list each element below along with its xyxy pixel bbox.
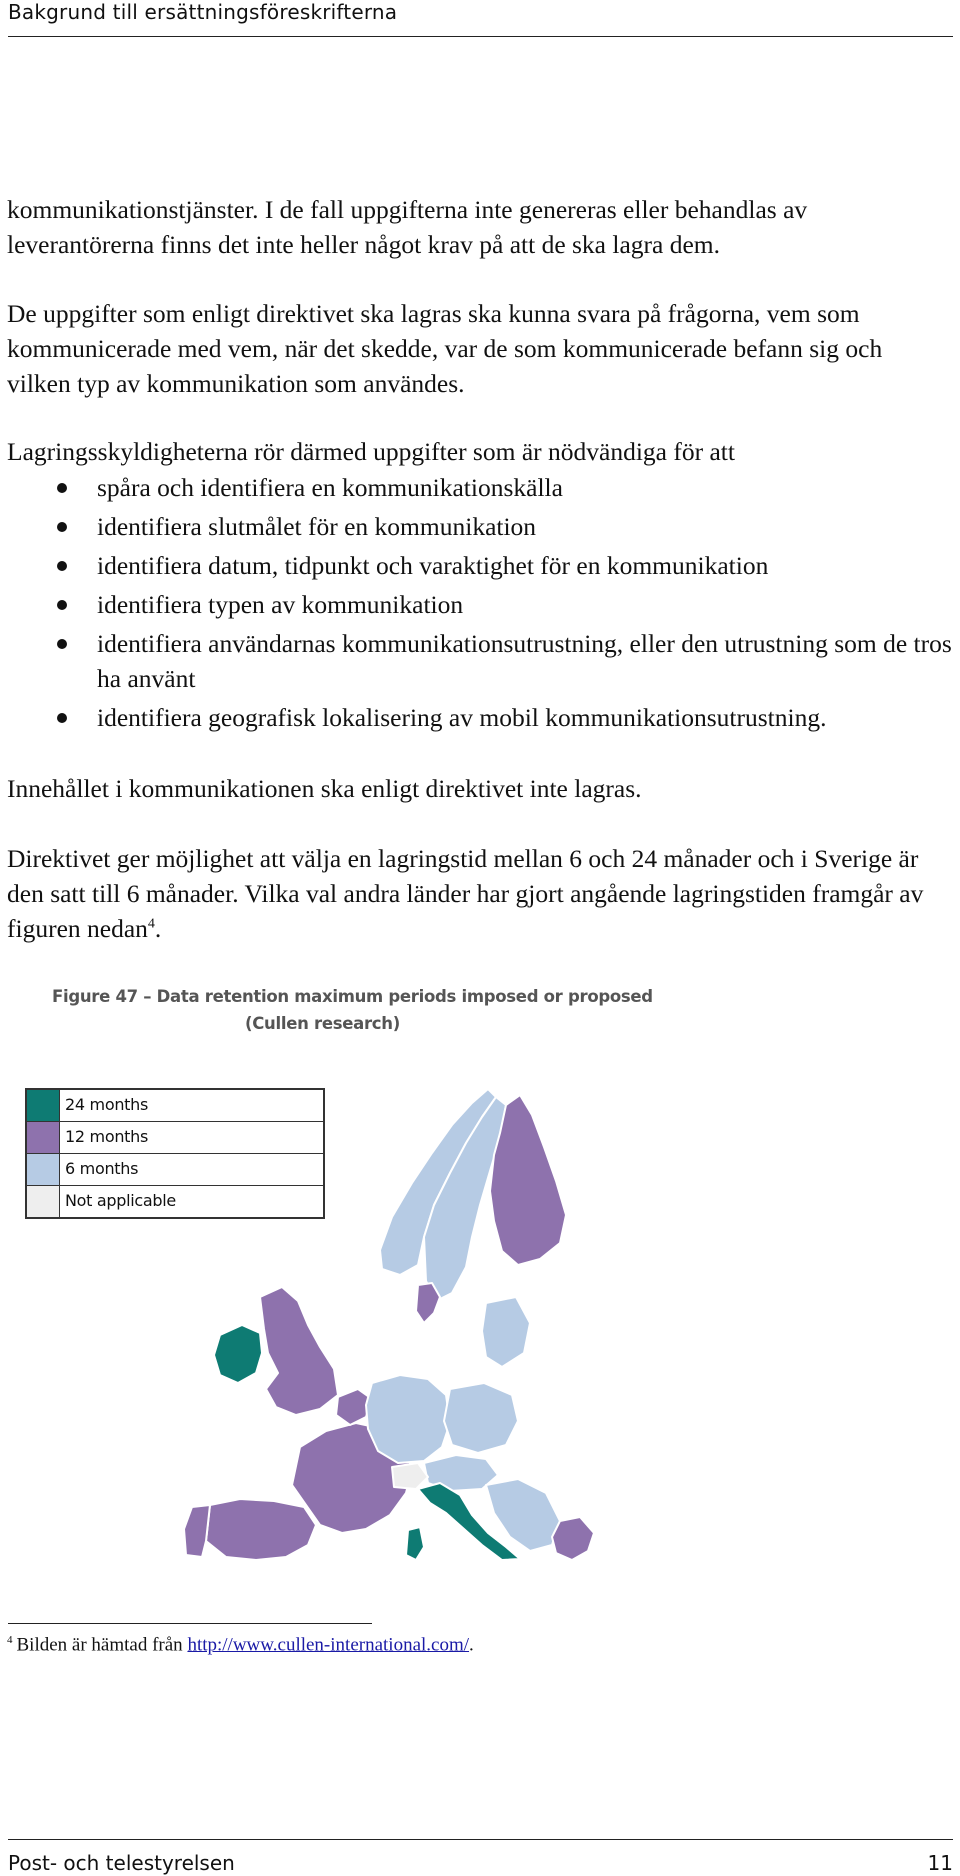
legend-swatch <box>27 1090 60 1121</box>
footnote-link[interactable]: http://www.cullen-international.com/ <box>187 1634 470 1656</box>
legend-item: 6 months <box>27 1154 323 1186</box>
map-region-sardinia <box>406 1527 424 1560</box>
footnote: $^4$ Bilden är hämtad från http://www.cullen-international.com/. <box>7 1634 474 1656</box>
list-item: identifiera användarnas kommunikationsutrustning, eller den utrustning som de tros ha använt <box>7 626 952 696</box>
paragraph-4: Innehållet i kommunikationen ska enligt direktivet inte lagras. <box>7 774 642 803</box>
bullet-dot <box>57 561 67 571</box>
map-region-denmark <box>416 1283 440 1323</box>
figure-subtitle: (Cullen research) <box>245 1014 400 1033</box>
legend-item: 12 months <box>27 1122 323 1154</box>
bullet-dot <box>57 639 67 649</box>
bullet-list <box>7 470 952 735</box>
bullet-dot <box>57 713 67 723</box>
map-region-switzerland <box>392 1463 428 1489</box>
paragraph-1: kommunikationstjänster. I de fall uppgifterna inte genereras eller behandlas av leverantörerna finns det inte heller något krav på att de ska lagra dem. <box>7 195 808 259</box>
page-header <box>8 0 953 37</box>
legend-item: Not applicable <box>27 1186 323 1217</box>
list-item: identifiera slutmålet för en kommunikation <box>7 509 952 544</box>
header-title: Bakgrund till ersättningsföreskrifterna <box>8 0 398 24</box>
paragraph-5: Direktivet ger möjlighet att välja en lagringstid mellan 6 och 24 månader och i Sverige är den satt till 6 månader. Vilka val andra länder har gjort angående lagringstiden framgår av figuren nedan$^4$. <box>7 844 924 943</box>
map-region-spain <box>206 1499 316 1560</box>
legend-swatch <box>27 1186 60 1217</box>
legend-swatch <box>27 1122 60 1153</box>
map-region-poland <box>444 1383 518 1453</box>
map-region-germany <box>366 1375 450 1463</box>
footnote-reference[interactable]: 4 <box>147 916 155 932</box>
page-footer <box>8 1839 953 1875</box>
paragraph-2: De uppgifter som enligt direktivet ska lagras ska kunna svara på frågorna, vem som kommunicerade med vem, när det skedde, var de som kommunicerade befann sig och vilken typ av kommunikation som användes. <box>7 299 883 398</box>
footnote-number: 4 <box>7 1634 13 1646</box>
legend-swatch <box>27 1154 60 1185</box>
list-item: identifiera typen av kommunikation <box>7 587 952 622</box>
figure-title: Figure 47 – Data retention maximum periods imposed or proposed <box>52 987 653 1006</box>
bullet-dot <box>57 600 67 610</box>
map-region-portugal <box>184 1505 210 1557</box>
europe-map <box>20 985 660 1560</box>
map-region-ireland <box>214 1325 262 1383</box>
bullet-dot <box>57 522 67 532</box>
list-item: identifiera datum, tidpunkt och varaktighet för en kommunikation <box>7 548 952 583</box>
footnote-separator <box>8 1623 372 1624</box>
footer-publisher: Post- och telestyrelsen <box>8 1851 235 1875</box>
map-region-greece <box>552 1517 594 1560</box>
paragraph-3: Lagringsskyldigheterna rör därmed uppgifter som är nödvändiga för att <box>7 437 735 466</box>
list-item: spåra och identifiera en kommunikationskälla <box>7 470 952 505</box>
map-legend <box>25 1088 325 1219</box>
map-region-uk <box>260 1287 338 1415</box>
map-region-baltics <box>482 1297 530 1367</box>
page-number: 11 <box>927 1851 953 1875</box>
legend-item: 24 months <box>27 1090 323 1122</box>
retention-map-figure <box>20 985 660 1560</box>
bullet-dot <box>57 483 67 493</box>
list-item: identifiera geografisk lokalisering av mobil kommunikationsutrustning. <box>7 700 952 735</box>
